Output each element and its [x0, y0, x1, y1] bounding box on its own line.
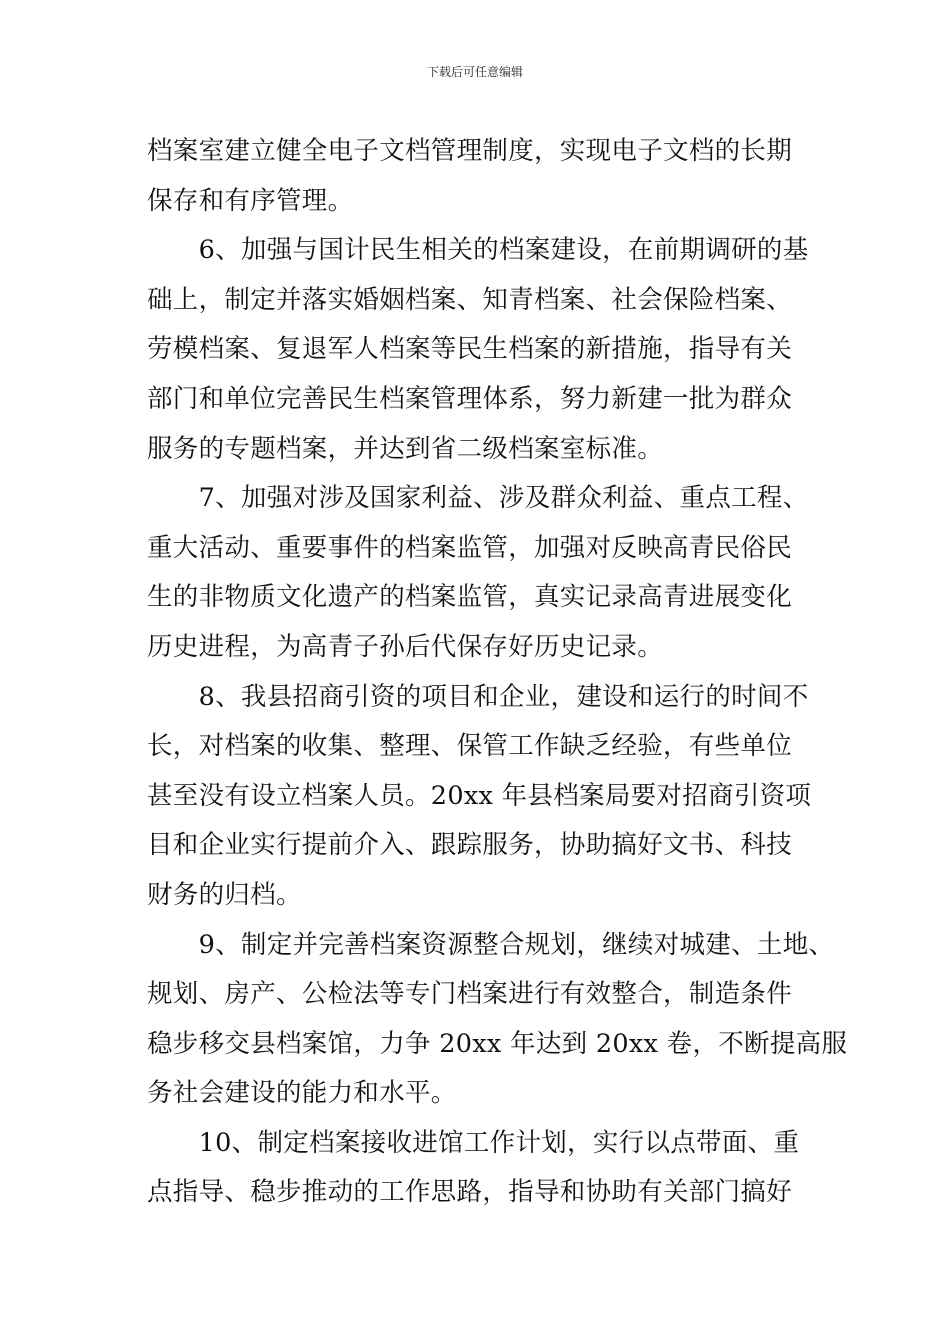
- text-line: 稳步移交县档案馆，力争 20xx 年达到 20xx 卷，不断提高服: [147, 1028, 848, 1059]
- text-line: 保存和有序管理。: [147, 185, 354, 216]
- text-line: 规划、房产、公检法等专门档案进行有效整合，制造条件: [147, 979, 793, 1010]
- text-line: 财务的归档。: [147, 879, 302, 910]
- text-line: 6、加强与国计民生相关的档案建设，在前期调研的基: [147, 235, 809, 266]
- text-line: 7、加强对涉及国家利益、涉及群众利益、重点工程、: [147, 483, 809, 514]
- text-line: 务社会建设的能力和水平。: [147, 1078, 457, 1109]
- text-line: 劳模档案、复退军人档案等民生档案的新措施，指导有关: [147, 334, 793, 365]
- text-line: 历史进程，为高青子孙后代保存好历史记录。: [147, 631, 664, 662]
- text-line: 点指导、稳步推动的工作思路，指导和协助有关部门搞好: [147, 1177, 793, 1208]
- text-line: 生的非物质文化遗产的档案监管，真实记录高青进展变化: [147, 582, 793, 613]
- text-line: 目和企业实行提前介入、跟踪服务，协助搞好文书、科技: [147, 830, 793, 861]
- text-line: 甚至没有设立档案人员。20xx 年县档案局要对招商引资项: [147, 780, 812, 811]
- text-line: 10、制定档案接收进馆工作计划，实行以点带面、重: [147, 1127, 800, 1158]
- page-header: 下载后可任意编辑: [426, 65, 523, 79]
- text-line: 部门和单位完善民生档案管理体系，努力新建一批为群众: [147, 383, 793, 414]
- text-line: 档案室建立健全电子文档管理制度，实现电子文档的长期: [147, 136, 793, 166]
- text-line: 8、我县招商引资的项目和企业，建设和运行的时间不: [147, 681, 809, 712]
- text-line: 服务的专题档案，并达到省二级档案室标准。: [147, 433, 664, 464]
- document-body: [147, 127, 848, 1218]
- text-line: 9、制定并完善档案资源整合规划，继续对城建、土地、: [147, 929, 835, 960]
- text-line: 础上，制定并落实婚姻档案、知青档案、社会保险档案、: [147, 284, 793, 315]
- text-line: 长，对档案的收集、整理、保管工作缺乏经验，有些单位: [147, 731, 793, 762]
- text-line: 重大活动、重要事件的档案监管，加强对反映高青民俗民: [147, 532, 793, 563]
